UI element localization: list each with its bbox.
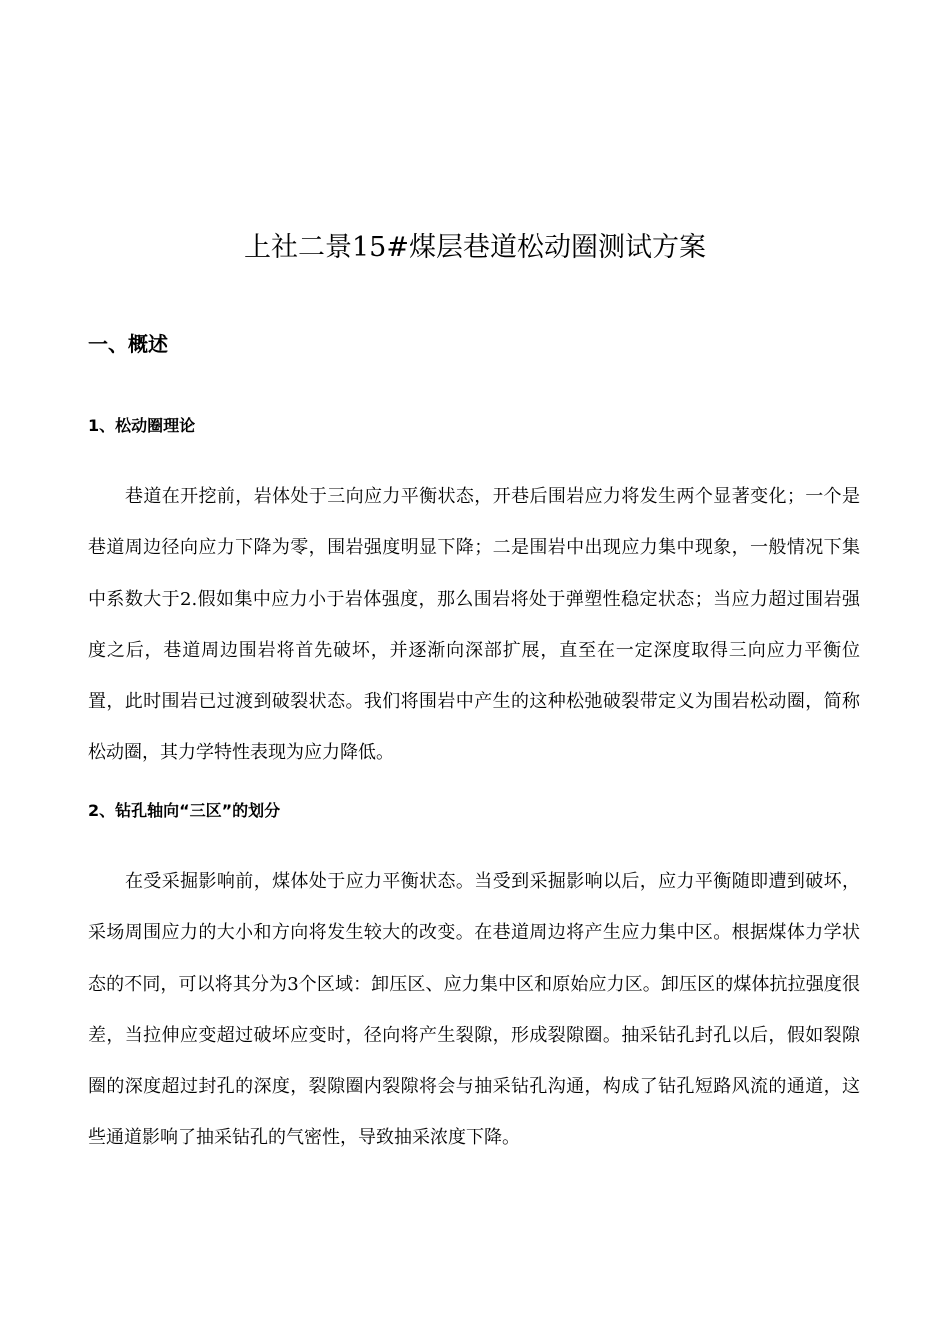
section-heading-overview: 一、概述 — [88, 332, 168, 356]
subsection-heading-loose-circle-theory: 1、松动圈理论 — [88, 416, 196, 435]
subsection-heading-three-zones: 2、钻孔轴向“三区”的划分 — [88, 801, 281, 820]
paragraph-loose-circle-theory: 巷道在开挖前，岩体处于三向应力平衡状态，开巷后围岩应力将发生两个显著变化；一个是巷道周边径向应力下降为零，围岩强度明显下降；二是围岩中出现应力集中现象，一般情况下集中系数大于2.假如集中应力小于岩体强度，那么围岩将处于弹塑性稳定状态；当应力超过围岩强度之后，巷道周边围岩将首先破坏，并逐渐向深部扩展，直至在一定深度取得三向应力平衡位置，此时围岩已过渡到破裂状态。我们将围岩中产生的这种松弛破裂带定义为围岩松动圈，简称松动圈，其力学特性表现为应力降低。 — [88, 486, 860, 764]
document-title: 上社二景15#煤层巷道松动圈测试方案 — [244, 232, 706, 263]
paragraph-three-zones: 在受采掘影响前，煤体处于应力平衡状态。当受到采掘影响以后，应力平衡随即遭到破坏，采场周围应力的大小和方向将发生较大的改变。在巷道周边将产生应力集中区。根据煤体力学状态的不同，可以将其分为3个区域：卸压区、应力集中区和原始应力区。卸压区的煤体抗拉强度很差，当拉伸应变超过破坏应变时，径向将产生裂隙，形成裂隙圈。抽采钻孔封孔以后，假如裂隙圈的深度超过封孔的深度，裂隙圈内裂隙将会与抽采钻孔沟通，构成了钻孔短路风流的通道，这些通道影响了抽采钻孔的气密性，导致抽采浓度下降。 — [88, 871, 860, 1149]
